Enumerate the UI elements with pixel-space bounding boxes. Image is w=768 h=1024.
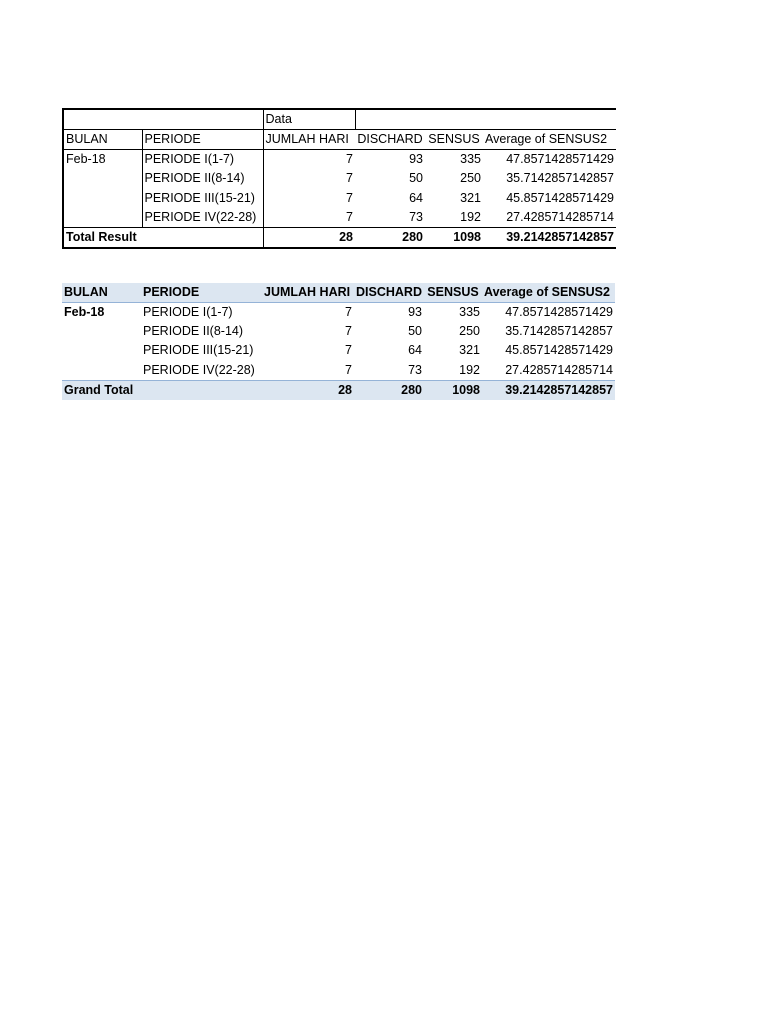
periode-cell[interactable]: PERIODE I(1-7) [142,150,263,170]
average-cell: 47.8571428571429 [505,305,613,319]
grand-total-label[interactable]: Grand Total [62,380,262,400]
total-row [62,380,615,400]
sensus-cell: 321 [459,343,480,358]
dischard-cell: 50 [409,171,423,186]
total-dischard: 280 [355,228,425,249]
jumlah-hari-cell: 7 [263,169,355,189]
header-dischard[interactable]: DISCHARD [355,130,425,150]
table-header-row [63,130,616,150]
average-cell: 35.7142857142857 [505,324,613,339]
total-dischard: 280 [354,380,424,400]
header-dischard[interactable]: DISCHARD [354,283,424,303]
dischard-cell: 64 [408,343,422,358]
jumlah-hari-cell: 7 [263,189,355,209]
periode-cell[interactable]: PERIODE III(15-21) [143,343,254,358]
header-periode[interactable]: PERIODE [142,130,263,150]
header-periode[interactable]: PERIODE [141,283,262,303]
bulan-cell[interactable]: Feb-18 [63,150,142,170]
average-cell: 45.8571428571429 [505,343,613,358]
total-jumlah-hari: 28 [262,380,354,400]
header-jumlah-hari[interactable]: JUMLAH HARI [263,130,355,150]
total-average: 39.2142857142857 [483,228,616,249]
dischard-cell: 50 [408,324,422,339]
header-sensus[interactable]: SENSUS [425,130,483,150]
average-cell: 27.4285714285714 [506,210,614,224]
pivot-table-classic [62,108,616,249]
table-row [63,150,616,170]
periode-cell[interactable]: PERIODE II(8-14) [143,324,244,339]
header-bulan[interactable]: BULAN [63,130,142,150]
periode-cell[interactable]: PERIODE I(1-7) [143,305,233,319]
dischard-cell: 73 [408,362,422,377]
table-row [62,361,615,381]
table-row [63,208,616,228]
header-bulan[interactable]: BULAN [62,283,141,303]
table-header-row [62,283,615,303]
periode-cell[interactable]: PERIODE IV(22-28) [142,208,263,228]
jumlah-hari-cell: 7 [345,305,352,319]
periode-cell[interactable]: PERIODE IV(22-28) [143,362,255,377]
table-row [63,169,616,189]
data-field-label[interactable]: Data [263,109,355,130]
total-jumlah-hari: 28 [263,228,355,249]
average-cell: 47.8571428571429 [506,152,614,166]
average-cell: 35.7142857142857 [506,171,614,186]
sensus-cell: 321 [460,190,481,205]
sensus-cell: 335 [460,152,481,166]
total-sensus: 1098 [424,380,482,400]
jumlah-hari-cell: 7 [345,343,352,358]
table-row [62,341,615,360]
dischard-cell: 93 [408,305,422,319]
total-average: 39.2142857142857 [482,380,615,400]
jumlah-hari-cell: 7 [263,208,355,228]
bulan-cell[interactable]: Feb-18 [64,305,105,319]
header-jumlah-hari[interactable]: JUMLAH HARI [262,283,354,303]
table-row [62,303,615,323]
pivot-data-row [63,109,616,130]
dischard-cell: 73 [409,210,423,224]
average-cell: 27.4285714285714 [505,362,613,377]
total-sensus: 1098 [425,228,483,249]
dischard-cell: 93 [409,152,423,166]
pivot-table-styled [62,283,615,400]
table-row [63,189,616,209]
sensus-cell: 250 [459,324,480,339]
header-average-sensus2[interactable]: Average of SENSUS2 [483,130,616,150]
sensus-cell: 192 [460,210,481,224]
average-cell: 45.8571428571429 [506,190,614,205]
jumlah-hari-cell: 7 [345,324,352,339]
sensus-cell: 192 [459,362,480,377]
header-sensus[interactable]: SENSUS [424,283,482,303]
jumlah-hari-cell: 7 [345,362,352,377]
total-row [63,228,616,249]
sensus-cell: 250 [460,171,481,186]
periode-cell[interactable]: PERIODE III(15-21) [142,189,263,209]
total-result-label[interactable]: Total Result [63,228,263,249]
sensus-cell: 335 [459,305,480,319]
jumlah-hari-cell: 7 [263,150,355,170]
table-row [62,322,615,341]
header-average-sensus2[interactable]: Average of SENSUS2 [482,283,615,303]
dischard-cell: 64 [409,190,423,205]
periode-cell[interactable]: PERIODE II(8-14) [142,169,263,189]
